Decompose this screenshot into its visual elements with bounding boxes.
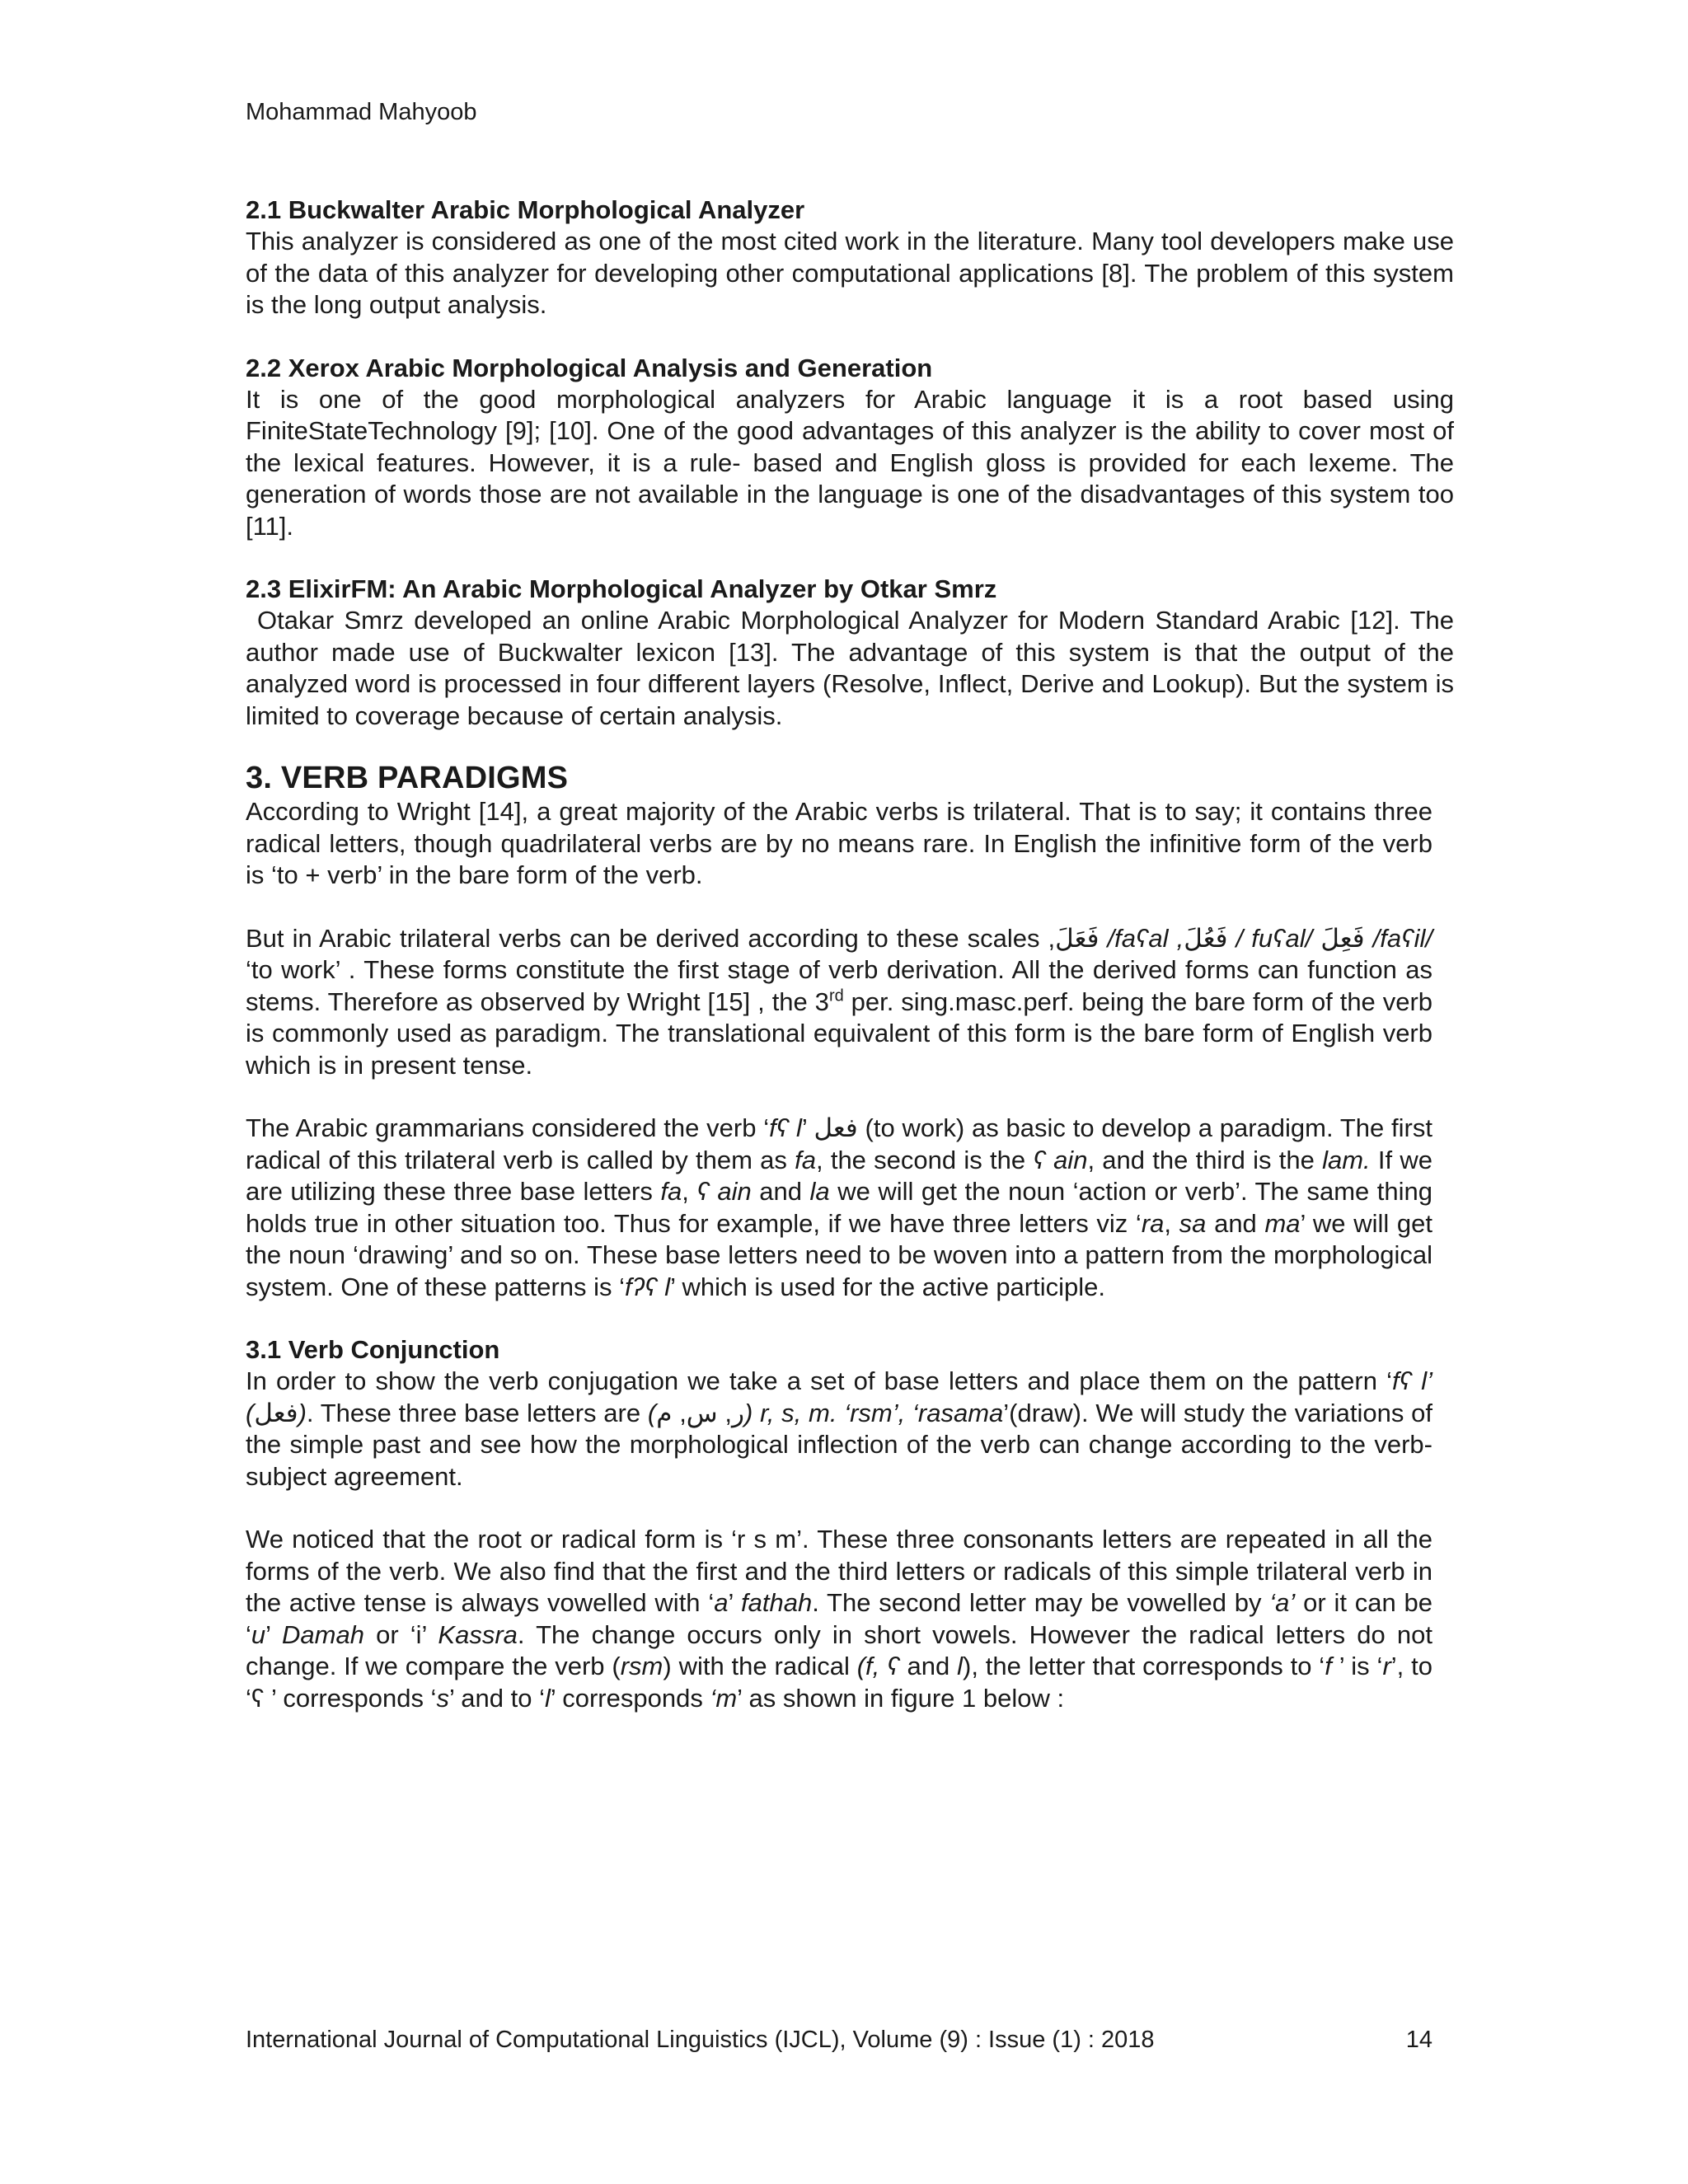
arabic-verb-fal: فعل bbox=[814, 1113, 858, 1142]
arabic-letters-rsm: ر, س, م bbox=[656, 1398, 745, 1427]
arabic-pattern-fal: فعل bbox=[254, 1398, 298, 1427]
section-3-1-paragraph-1: In order to show the verb conjugation we take a set of base letters and place them on the pattern ‘fʕ l’ (فعل). These three base letters are (ر, س, م) r, s, m. ‘rsm’, ‘rasama’(draw). We will study the variations of the simple past and see how the morphological inflection of the verb can change according to the verb-subject agreement. bbox=[246, 1366, 1432, 1491]
running-head-author: Mohammad Mahyoob bbox=[246, 99, 477, 125]
section-2-1-body: This analyzer is considered as one of the most cited work in the literature. Many tool developers make use of the data of this analyzer for developing other computational applications [8]. The problem of this system is the long output analysis. bbox=[246, 227, 1454, 319]
footer-journal: International Journal of Computational Linguistics (IJCL), Volume (9) : Issue (1) : 2018 bbox=[246, 2027, 1155, 2053]
arabic-scale-fa-il: فَعِلَ bbox=[1320, 923, 1365, 953]
page-footer bbox=[246, 2025, 1432, 2055]
page-content bbox=[246, 194, 1454, 1714]
section-2-3-body: Otakar Smrz developed an online Arabic Morphological Analyzer for Modern Standard Arabic [12]. The author made use of Buckwalter lexicon [13]. The advantage of this system is that the output of the analyzed word is processed in four different layers (Resolve, Inflect, Derive and Lookup). But the system is limited to coverage because of certain analysis. bbox=[246, 606, 1454, 730]
section-2-2-body: It is one of the good morphological analyzers for Arabic language it is a root based using FiniteStateTechnology [9]; [10]. One of the good advantages of this analyzer is the ability to cover most of the lexical features. However, it is a rule- based and English gloss is provided for each lexeme. The generation of words those are not available in the language is one of the disadvantages of this system too [11]. bbox=[246, 384, 1454, 541]
page-number: 14 bbox=[1405, 2027, 1432, 2053]
section-3-heading: 3. VERB PARADIGMS bbox=[246, 761, 569, 795]
section-3-paragraph-2: But in Arabic trilateral verbs can be derived according to these scales ,فَعَلَ /faʕal ,فَعُلَ / fuʕal/ فَعِلَ /faʕil/ ‘to work’ . These forms constitute the first stage of verb derivation. All the derived forms can function as stems. Therefore as observed by Wright [15] , the 3rd per. sing.masc.perf. being the bare form of the verb is commonly used as paradigm. The translational equivalent of this form is the bare form of English verb which is in present tense. bbox=[246, 923, 1433, 1080]
section-2-2-heading: 2.2 Xerox Arabic Morphological Analysis and Generation bbox=[246, 353, 933, 382]
section-3-paragraph-1: According to Wright [14], a great majority of the Arabic verbs is trilateral. That is to say; it contains three radical letters, though quadrilateral verbs are by no means rare. In English the infinitive form of the verb is ‘to + verb’ in the bare form of the verb. bbox=[246, 797, 1432, 889]
section-3-1-paragraph-2: We noticed that the root or radical form is ‘r s m’. These three consonants letters are repeated in all the forms of the verb. We also find that the first and the third letters or radicals of this simple trilateral verb in the active tense is always vowelled with ‘a’ fathah. The second letter may be vowelled by ‘a’ or it can be ‘u’ Damah or ‘i’ Kassra. The change occurs only in short vowels. However the radical letters do not change. If we compare the verb (rsm) with the radical (f, ʕ and l), the letter that corresponds to ‘f ’ is ‘r’, to ‘ʕ ’ corresponds ‘s’ and to ‘l’ corresponds ‘m’ as shown in figure 1 below : bbox=[246, 1525, 1433, 1713]
arabic-scale-fu-al: فَعُلَ bbox=[1184, 923, 1228, 953]
section-3-paragraph-3: The Arabic grammarians considered the verb ‘fʕ l’ فعل (to work) as basic to develop a paradigm. The first radical of this trilateral verb is called by them as fa, the second is the ʕ ain, and the third is the lam. If we are utilizing these three base letters fa, ʕ ain and la we will get the noun ‘action or verb’. The same thing holds true in other situation too. Thus for example, if we have three letters viz ‘ra, sa and ma’ we will get the noun ‘drawing’ and so on. These base letters need to be woven into a pattern from the morphological system. One of these patterns is ‘fʔʕ l’ which is used for the active participle. bbox=[246, 1113, 1433, 1301]
section-2-1-heading: 2.1 Buckwalter Arabic Morphological Analyzer bbox=[246, 195, 805, 224]
section-3-1-heading: 3.1 Verb Conjunction bbox=[246, 1335, 500, 1364]
section-2-3-heading: 2.3 ElixirFM: An Arabic Morphological Analyzer by Otkar Smrz bbox=[246, 574, 997, 603]
arabic-scale-fa-al: فَعَلَ bbox=[1055, 923, 1100, 953]
